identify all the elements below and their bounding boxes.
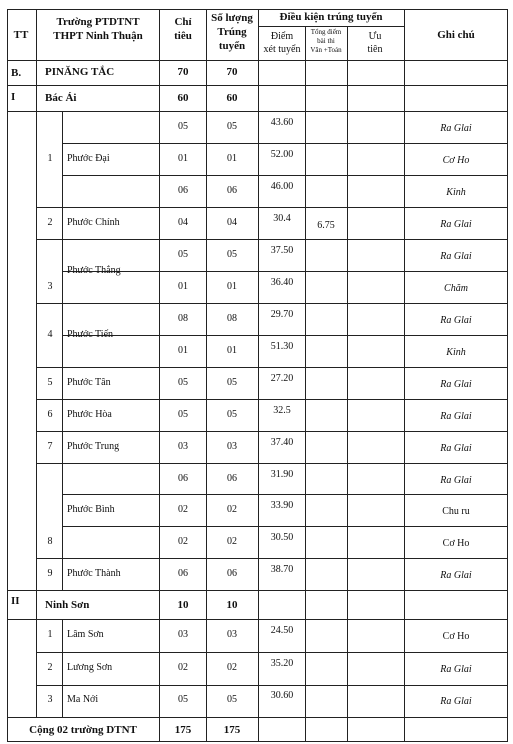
cell-ghi-chu: Ra Glai <box>440 696 472 707</box>
section-b-sl: 70 <box>226 66 238 78</box>
cell-ghi-chu: Ra Glai <box>440 251 472 262</box>
header-uu-line1: Ưu <box>368 31 382 42</box>
cell-so-luong: 08 <box>227 313 237 324</box>
header-tong-line2: bài thi <box>317 37 335 45</box>
cell-so-luong: 03 <box>227 629 237 640</box>
group1-tt: I <box>11 91 16 103</box>
group2-tt: II <box>11 595 20 607</box>
group1-sl: 60 <box>226 92 238 104</box>
cell-chi-tieu: 03 <box>178 441 188 452</box>
school-name: Phước Thành <box>67 568 121 579</box>
cell-so-luong: 02 <box>227 536 237 547</box>
school-name: Phước Trung <box>67 441 120 452</box>
cell-diem-xet-tuyen: 36.40 <box>270 277 294 288</box>
header-tong-line1: Tổng điểm <box>310 28 342 36</box>
cell-so-luong: 05 <box>227 409 237 420</box>
cell-chi-tieu: 01 <box>178 153 188 164</box>
cell-diem-xet-tuyen: 32.5 <box>273 405 291 416</box>
school-name: Phước Hòa <box>67 409 112 420</box>
cell-so-luong: 03 <box>227 441 237 452</box>
cell-diem-xet-tuyen: 35.20 <box>270 658 294 669</box>
cell-diem-xet-tuyen: 29.70 <box>270 309 294 320</box>
header-uu-line2: tiên <box>367 44 383 55</box>
header-diem-line2: xét tuyển <box>263 44 301 55</box>
cell-so-luong: 06 <box>227 185 237 196</box>
cell-so-luong: 01 <box>227 153 237 164</box>
group1-chi: 60 <box>177 92 189 104</box>
cell-diem-xet-tuyen: 43.60 <box>270 117 294 128</box>
cell-diem-xet-tuyen: 30.4 <box>273 213 291 224</box>
cell-ghi-chu: Cơ Ho <box>442 155 470 166</box>
sub-tt: 6 <box>47 409 53 420</box>
cell-chi-tieu: 06 <box>178 185 188 196</box>
cell-ghi-chu: Ra Glai <box>440 123 472 134</box>
cell-so-luong: 04 <box>227 217 237 228</box>
cell-ghi-chu: Ra Glai <box>440 570 472 581</box>
cell-diem-xet-tuyen: 38.70 <box>270 564 294 575</box>
cell-ghi-chu: Ra Glai <box>440 475 472 486</box>
cell-diem-xet-tuyen: 30.60 <box>270 690 294 701</box>
cell-chi-tieu: 08 <box>178 313 188 324</box>
cell-ghi-chu: Chăm <box>444 283 468 294</box>
cell-diem-xet-tuyen: 30.50 <box>270 532 294 543</box>
cell-chi-tieu: 06 <box>178 568 188 579</box>
section-b-name: PINĂNG TẮC <box>45 66 115 78</box>
cell-tt: 2 <box>47 662 53 673</box>
cell-chi-tieu: 05 <box>178 694 188 705</box>
cell-so-luong: 01 <box>227 281 237 292</box>
cell-diem-xet-tuyen: 37.50 <box>270 245 294 256</box>
cell-chi-tieu: 01 <box>178 281 188 292</box>
cell-diem-xet-tuyen: 27.20 <box>270 373 294 384</box>
cell-so-luong: 02 <box>227 504 237 515</box>
school-name: Phước Thắng <box>67 265 121 276</box>
cell-chi-tieu: 02 <box>178 662 188 673</box>
cell-ghi-chu: Ra Glai <box>440 664 472 675</box>
cell-ghi-chu: Chu ru <box>442 506 470 517</box>
header-dk-title: Điều kiện trúng tuyển <box>279 11 383 23</box>
header-ghichu: Ghi chú <box>437 29 475 41</box>
cell-so-luong: 06 <box>227 473 237 484</box>
cell-tt: 3 <box>47 694 53 705</box>
school-name: Phước Đại <box>67 153 110 164</box>
school-name: Lương Sơn <box>67 662 113 673</box>
cell-ghi-chu: Kinh <box>446 187 466 198</box>
sub-tt: 7 <box>47 441 53 452</box>
cell-diem-xet-tuyen: 24.50 <box>270 625 294 636</box>
cell-chi-tieu: 02 <box>178 504 188 515</box>
total-sl: 175 <box>223 724 241 736</box>
cell-so-luong: 02 <box>227 662 237 673</box>
header-sl-line3: tuyển <box>218 40 246 52</box>
cell-ghi-chu: Ra Glai <box>440 379 472 390</box>
cell-ghi-chu: Ra Glai <box>440 411 472 422</box>
section-b-chi: 70 <box>177 66 189 78</box>
cell-diem-xet-tuyen: 33.90 <box>270 500 294 511</box>
cell-diem-xet-tuyen: 31.90 <box>270 469 294 480</box>
cell-ghi-chu: Cơ Ho <box>442 631 470 642</box>
tong-diem-value: 6.75 <box>317 220 335 231</box>
sub-tt: 8 <box>47 536 53 547</box>
cell-diem-xet-tuyen: 37.40 <box>270 437 294 448</box>
sub-tt: 2 <box>47 217 53 228</box>
sub-tt: 4 <box>47 329 53 340</box>
header-tt: TT <box>13 29 29 41</box>
school-name: Phước Tân <box>67 377 111 388</box>
cell-so-luong: 06 <box>227 568 237 579</box>
school-name: Phước Tiến <box>67 329 114 340</box>
school-name: Phước Bình <box>67 504 115 515</box>
sub-tt: 9 <box>47 568 53 579</box>
cell-ghi-chu: Ra Glai <box>440 219 472 230</box>
cell-diem-xet-tuyen: 51.30 <box>270 341 294 352</box>
total-chi: 175 <box>174 724 192 736</box>
header-school-line2: THPT Ninh Thuận <box>53 30 143 42</box>
header-sl-line1: Số lượng <box>211 12 253 24</box>
cell-chi-tieu: 01 <box>178 345 188 356</box>
cell-chi-tieu: 06 <box>178 473 188 484</box>
cell-so-luong: 05 <box>227 694 237 705</box>
school-name: Lâm Sơn <box>67 629 104 640</box>
group2-chi: 10 <box>177 599 189 611</box>
cell-chi-tieu: 03 <box>178 629 188 640</box>
cell-tt: 1 <box>47 629 53 640</box>
header-school-line1: Trường PTDTNT <box>56 16 140 28</box>
cell-chi-tieu: 05 <box>178 377 188 388</box>
cell-diem-xet-tuyen: 52.00 <box>270 149 294 160</box>
group2-name: Ninh Sơn <box>45 599 90 611</box>
cell-chi-tieu: 02 <box>178 536 188 547</box>
cell-chi-tieu: 05 <box>178 249 188 260</box>
cell-chi-tieu: 04 <box>178 217 188 228</box>
cell-chi-tieu: 05 <box>178 409 188 420</box>
cell-ghi-chu: Cơ Ho <box>442 538 470 549</box>
cell-so-luong: 05 <box>227 121 237 132</box>
sub-tt: 5 <box>47 377 53 388</box>
header-chi-line1: Chỉ <box>174 16 192 28</box>
school-name: Phước Chính <box>67 217 120 228</box>
total-label: Cộng 02 trường DTNT <box>29 724 137 736</box>
header-diem-line1: Điểm <box>270 31 294 42</box>
cell-so-luong: 01 <box>227 345 237 356</box>
group2-sl: 10 <box>226 599 238 611</box>
header-tong-line3: Văn +Toán <box>310 46 342 54</box>
cell-so-luong: 05 <box>227 249 237 260</box>
cell-ghi-chu: Ra Glai <box>440 443 472 454</box>
cell-so-luong: 05 <box>227 377 237 388</box>
cell-ghi-chu: Ra Glai <box>440 315 472 326</box>
cell-ghi-chu: Kinh <box>446 347 466 358</box>
sub-tt: 3 <box>47 281 53 292</box>
sub-tt: 1 <box>47 153 53 164</box>
cell-chi-tieu: 05 <box>178 121 188 132</box>
group1-name: Bác Ái <box>45 92 77 104</box>
school-name: Ma Nới <box>67 694 99 705</box>
cell-diem-xet-tuyen: 46.00 <box>270 181 294 192</box>
section-b-tt: B. <box>11 67 22 79</box>
header-chi-line2: tiêu <box>174 30 192 42</box>
header-sl-line2: Trúng <box>217 26 247 38</box>
